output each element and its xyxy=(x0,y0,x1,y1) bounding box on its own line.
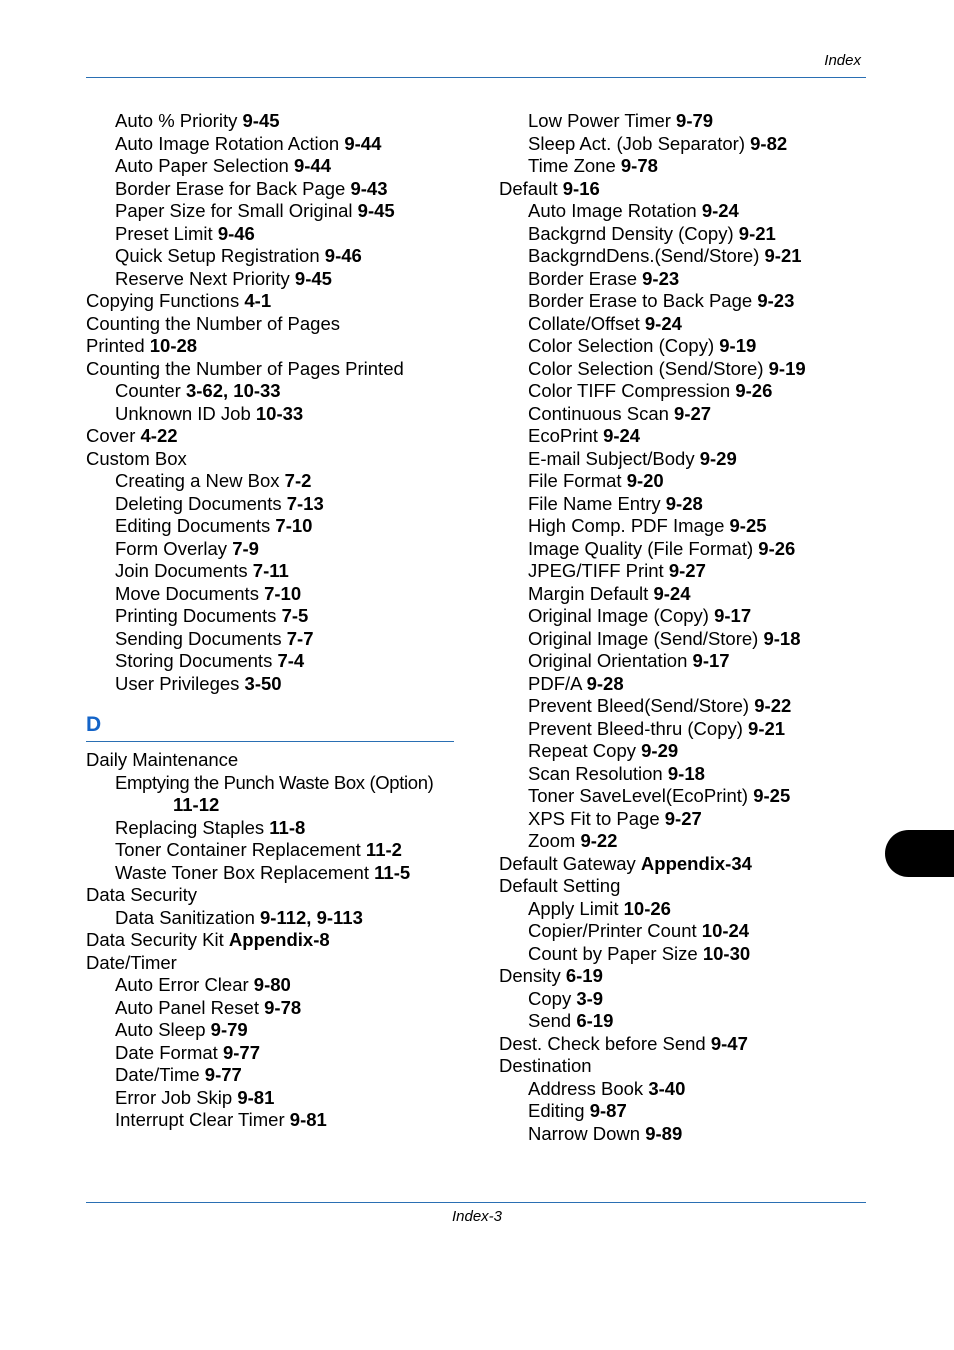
entry-term: Daily Maintenance xyxy=(86,749,239,770)
index-subentry xyxy=(86,974,458,997)
entry-term: Auto Paper Selection xyxy=(115,155,289,176)
page-reference: 9-21 xyxy=(738,222,776,244)
page-reference: 3-9 xyxy=(576,987,604,1009)
page-reference: 9-78 xyxy=(620,155,658,176)
header-rule xyxy=(86,77,866,78)
page-reference: 9-79 xyxy=(210,1019,248,1040)
index-subentry xyxy=(499,200,859,223)
page-reference: 9-22 xyxy=(580,830,618,851)
page-reference: 10-26 xyxy=(623,897,671,919)
page-reference: 9-27 xyxy=(668,560,706,581)
index-right-column xyxy=(499,110,859,1145)
page-reference: 9-26 xyxy=(758,537,796,559)
index-subentry xyxy=(499,1100,859,1123)
index-entry xyxy=(86,448,458,471)
index-subentry xyxy=(499,1123,859,1146)
index-subentry xyxy=(499,988,859,1011)
entry-term: Cover xyxy=(86,425,136,446)
entry-term: Counter xyxy=(115,380,181,401)
page-reference: 9-17 xyxy=(692,650,730,671)
page-reference: 9-44 xyxy=(293,155,331,176)
page-reference: 9-29 xyxy=(699,447,737,469)
entry-term: JPEG/TIFF Print xyxy=(528,560,664,581)
page-reference: Appendix-34 xyxy=(640,852,752,874)
entry-term: Address Book xyxy=(528,1077,644,1099)
index-subentry xyxy=(86,1042,458,1065)
entry-term: Sleep Act. (Job Separator) xyxy=(528,132,745,154)
index-subentry xyxy=(499,110,859,133)
index-subentry xyxy=(86,155,458,178)
page-reference: 7-11 xyxy=(252,560,289,581)
index-subentry xyxy=(499,448,859,471)
page-reference: 10-24 xyxy=(701,920,750,941)
index-entry xyxy=(86,358,458,381)
index-subentry xyxy=(86,839,458,862)
index-subentry xyxy=(499,223,859,246)
index-subentry xyxy=(499,718,859,741)
index-subentry xyxy=(86,133,458,156)
page-reference: 9-82 xyxy=(750,132,788,154)
page-number: Index-3 xyxy=(451,1208,503,1225)
entry-term: Prevent Bleed(Send/Store) xyxy=(528,695,750,716)
index-subentry xyxy=(499,560,859,583)
entry-term: BackgrndDens.(Send/Store) xyxy=(528,245,760,266)
page-reference: 9-24 xyxy=(603,425,641,446)
entry-term: Border Erase for Back Page xyxy=(115,177,346,199)
entry-term: EcoPrint xyxy=(528,425,598,446)
entry-term: Default Gateway xyxy=(499,852,636,874)
entry-term: Quick Setup Registration xyxy=(115,245,320,266)
page-reference: 4-1 xyxy=(244,290,272,311)
index-subentry xyxy=(499,538,859,561)
index-subentry xyxy=(499,425,859,448)
index-subentry xyxy=(86,110,458,133)
page-reference: 9-23 xyxy=(757,290,795,311)
index-subentry xyxy=(86,178,458,201)
index-subentry xyxy=(499,358,859,381)
entry-term: Low Power Timer xyxy=(528,110,671,131)
section-letter-d: D xyxy=(86,713,454,742)
entry-term: Join Documents xyxy=(115,560,248,581)
entry-term: Color Selection (Send/Store) xyxy=(528,357,764,379)
page-reference: 9-89 xyxy=(645,1122,683,1144)
index-entry xyxy=(499,853,859,876)
page-reference: 9-45 xyxy=(357,200,395,221)
page-reference: 3-50 xyxy=(244,672,282,694)
entry-term: Form Overlay xyxy=(115,537,228,559)
index-subentry xyxy=(499,920,859,943)
page-reference: 10-30 xyxy=(702,942,751,964)
page-reference: 9-19 xyxy=(719,335,757,356)
index-entry xyxy=(499,178,859,201)
index-subentry xyxy=(499,898,859,921)
entry-term: Margin Default xyxy=(528,582,649,604)
page-reference: 7-10 xyxy=(275,515,313,536)
entry-term: Printing Documents xyxy=(115,605,277,626)
index-subentry xyxy=(499,583,859,606)
entry-term: Editing Documents xyxy=(115,515,271,536)
entry-term: E-mail Subject/Body xyxy=(528,447,695,469)
entry-term: Emptying the Punch Waste Box (Option) xyxy=(115,771,434,793)
entry-term: Waste Toner Box Replacement xyxy=(115,861,369,883)
index-subentry xyxy=(86,245,458,268)
entry-term: Auto Image Rotation xyxy=(528,200,697,221)
entry-term: Printed xyxy=(86,335,145,356)
entry-term: Destination xyxy=(499,1055,592,1076)
index-entry xyxy=(499,965,859,988)
entry-term: File Format xyxy=(528,470,622,491)
entry-term: User Privileges xyxy=(115,672,240,694)
index-subentry xyxy=(86,1064,458,1087)
index-subentry xyxy=(86,650,458,673)
index-entry xyxy=(499,1055,859,1078)
entry-term: Sending Documents xyxy=(115,627,282,649)
entry-term: Prevent Bleed-thru (Copy) xyxy=(528,717,743,739)
index-entry xyxy=(86,313,458,336)
entry-term: Zoom xyxy=(528,830,576,851)
page-reference: 11-2 xyxy=(365,839,402,860)
page-reference: 7-7 xyxy=(286,627,314,649)
page-reference: 6-19 xyxy=(576,1010,614,1031)
entry-term: Custom Box xyxy=(86,447,187,469)
entry-term: Auto Image Rotation Action xyxy=(115,132,340,154)
entry-term: Copier/Printer Count xyxy=(528,920,697,941)
index-subentry xyxy=(499,290,859,313)
entry-term: Send xyxy=(528,1010,572,1031)
entry-term: Border Erase xyxy=(528,267,637,289)
entry-term: High Comp. PDF Image xyxy=(528,515,725,536)
entry-term: Date/Timer xyxy=(86,951,177,973)
page-reference: 9-16 xyxy=(562,177,600,199)
page-reference: 9-28 xyxy=(586,672,624,694)
page-reference: 9-24 xyxy=(653,582,691,604)
entry-term: Count by Paper Size xyxy=(528,942,698,964)
index-subentry xyxy=(86,515,458,538)
index-subentry xyxy=(86,403,458,426)
entry-term: PDF/A xyxy=(528,672,582,694)
entry-term: Auto % Priority xyxy=(115,110,238,131)
index-subentry xyxy=(499,133,859,156)
index-subentry xyxy=(499,470,859,493)
index-entry xyxy=(499,1033,859,1056)
page-reference: 9-27 xyxy=(664,807,702,829)
index-subentry xyxy=(499,245,859,268)
entry-term: Image Quality (File Format) xyxy=(528,537,754,559)
page-reference: 7-9 xyxy=(232,537,259,559)
page-reference: 9-80 xyxy=(253,974,291,995)
index-subentry xyxy=(86,583,458,606)
page-reference: 10-28 xyxy=(149,335,198,356)
index-subentry xyxy=(499,763,859,786)
index-subentry xyxy=(499,673,859,696)
page-reference: 9-21 xyxy=(748,717,786,739)
page-reference: 10-33 xyxy=(255,402,304,424)
page-reference: 4-22 xyxy=(140,425,178,446)
page-reference: 9-81 xyxy=(237,1086,275,1108)
index-subentry xyxy=(86,673,458,696)
page-reference: 7-4 xyxy=(277,650,305,671)
page-reference: 9-24 xyxy=(701,200,739,221)
page-reference: 9-23 xyxy=(642,267,680,289)
page-reference: 9-24 xyxy=(644,312,682,334)
index-subentry xyxy=(86,560,458,583)
index-subentry xyxy=(86,1109,458,1132)
index-subentry xyxy=(86,772,458,817)
page-reference: 9-81 xyxy=(289,1109,327,1130)
index-entry xyxy=(86,929,458,952)
page-reference: 9-17 xyxy=(714,605,752,626)
index-subentry xyxy=(499,628,859,651)
index-subentry xyxy=(86,1087,458,1110)
index-subentry xyxy=(499,943,859,966)
index-list-d xyxy=(86,749,458,1132)
entry-term: Move Documents xyxy=(115,582,259,604)
page-reference: 9-26 xyxy=(735,380,773,401)
index-entry xyxy=(86,884,458,907)
entry-term: Replacing Staples xyxy=(115,816,265,838)
entry-term: Auto Panel Reset xyxy=(115,996,259,1018)
index-left-column xyxy=(86,110,458,1132)
page-reference: 9-79 xyxy=(676,110,714,131)
index-entry xyxy=(86,335,458,358)
index-subentry xyxy=(499,740,859,763)
entry-term: Reserve Next Priority xyxy=(115,267,290,289)
index-subentry xyxy=(499,403,859,426)
entry-term: Time Zone xyxy=(528,155,616,176)
entry-term: Data Security Kit xyxy=(86,929,224,950)
entry-term: Dest. Check before Send xyxy=(499,1032,706,1054)
page-reference: 9-28 xyxy=(665,492,703,514)
entry-term: Unknown ID Job xyxy=(115,402,251,424)
index-entry xyxy=(86,290,458,313)
page-reference: 11-8 xyxy=(269,816,306,838)
index-list-right xyxy=(499,110,859,1145)
entry-term: Auto Sleep xyxy=(115,1019,206,1040)
entry-term: Original Orientation xyxy=(528,650,688,671)
index-subentry xyxy=(86,628,458,651)
index-entry xyxy=(499,875,859,898)
index-subentry xyxy=(86,538,458,561)
index-subentry xyxy=(499,268,859,291)
entry-term: Error Job Skip xyxy=(115,1086,233,1108)
page-reference: 9-27 xyxy=(674,402,712,424)
page-reference: 3-40 xyxy=(648,1077,686,1099)
index-entry xyxy=(86,749,458,772)
page-reference: 9-20 xyxy=(626,470,664,491)
index-subentry xyxy=(86,223,458,246)
entry-term: Data Security xyxy=(86,884,198,905)
page-reference: 9-46 xyxy=(217,222,255,244)
entry-term: Counting the Number of Pages Printed xyxy=(86,357,404,379)
page-reference: 9-43 xyxy=(350,177,388,199)
index-subentry xyxy=(86,200,458,223)
page-reference: 9-22 xyxy=(754,695,792,716)
entry-term: Preset Limit xyxy=(115,222,213,244)
page-reference: 7-10 xyxy=(264,582,302,604)
index-subentry xyxy=(499,380,859,403)
entry-term: Toner SaveLevel(EcoPrint) xyxy=(528,785,749,806)
index-subentry xyxy=(499,155,859,178)
index-subentry xyxy=(499,830,859,853)
page-reference: 9-87 xyxy=(589,1100,627,1121)
index-list-c xyxy=(86,110,458,695)
index-subentry xyxy=(499,785,859,808)
entry-term: Color Selection (Copy) xyxy=(528,335,715,356)
entry-term: Collate/Offset xyxy=(528,312,640,334)
page-reference: 9-18 xyxy=(763,627,801,649)
entry-term: Density xyxy=(499,965,561,986)
page-reference: 7-5 xyxy=(281,605,309,626)
entry-term: Apply Limit xyxy=(528,897,619,919)
entry-term: File Name Entry xyxy=(528,492,661,514)
entry-term: Continuous Scan xyxy=(528,402,669,424)
page-reference: 9-77 xyxy=(222,1041,260,1063)
page-reference: 7-2 xyxy=(284,470,312,491)
entry-term: Creating a New Box xyxy=(115,470,280,491)
chapter-thumb-tab xyxy=(885,830,954,877)
entry-term: Auto Error Clear xyxy=(115,974,249,995)
entry-term: Original Image (Send/Store) xyxy=(528,627,759,649)
entry-term: Backgrnd Density (Copy) xyxy=(528,222,734,244)
entry-term: Copy xyxy=(528,987,572,1009)
index-entry xyxy=(86,952,458,975)
entry-term: Default Setting xyxy=(499,875,621,896)
entry-term: Toner Container Replacement xyxy=(115,839,361,860)
index-subentry xyxy=(86,862,458,885)
index-subentry xyxy=(499,650,859,673)
page-reference: 9-18 xyxy=(667,762,705,784)
index-subentry xyxy=(499,695,859,718)
page-reference: 9-21 xyxy=(764,245,802,266)
entry-term: Date/Time xyxy=(115,1064,200,1085)
entry-term: Repeat Copy xyxy=(528,740,636,761)
index-subentry xyxy=(499,493,859,516)
page-reference: 9-19 xyxy=(768,357,806,379)
running-header: Index xyxy=(824,52,861,69)
entry-term: Color TIFF Compression xyxy=(528,380,731,401)
index-subentry xyxy=(86,605,458,628)
entry-term: Copying Functions xyxy=(86,290,240,311)
page-reference: 3-62, 10-33 xyxy=(185,380,281,401)
index-subentry xyxy=(86,817,458,840)
page-reference: 9-77 xyxy=(204,1064,242,1085)
index-subentry xyxy=(499,515,859,538)
entry-term: XPS Fit to Page xyxy=(528,807,660,829)
footer-rule xyxy=(86,1202,866,1203)
entry-term: Editing xyxy=(528,1100,585,1121)
page-reference: 9-46 xyxy=(324,245,362,266)
page-reference: 9-25 xyxy=(753,785,791,806)
entry-term: Deleting Documents xyxy=(115,492,282,514)
index-entry xyxy=(86,425,458,448)
entry-term: Date Format xyxy=(115,1041,218,1063)
entry-term: Original Image (Copy) xyxy=(528,605,709,626)
page-reference: 9-47 xyxy=(710,1032,748,1054)
entry-term: Border Erase to Back Page xyxy=(528,290,753,311)
entry-term: Interrupt Clear Timer xyxy=(115,1109,285,1130)
entry-term: Paper Size for Small Original xyxy=(115,200,353,221)
page-reference: Appendix-8 xyxy=(228,929,330,950)
page-reference: 6-19 xyxy=(565,965,603,986)
index-subentry xyxy=(86,997,458,1020)
page-reference: 9-112, 9-113 xyxy=(260,906,363,928)
index-subentry xyxy=(86,380,458,403)
page-reference: 11-5 xyxy=(374,861,411,883)
page-reference: 11-12 xyxy=(173,794,220,815)
entry-term: Storing Documents xyxy=(115,650,273,671)
index-subentry xyxy=(86,470,458,493)
index-subentry xyxy=(86,268,458,291)
index-subentry xyxy=(499,605,859,628)
entry-term: Data Sanitization xyxy=(115,906,255,928)
index-subentry xyxy=(499,808,859,831)
entry-term: Scan Resolution xyxy=(528,762,663,784)
entry-term: Default xyxy=(499,177,558,199)
index-subentry xyxy=(499,1010,859,1033)
index-subentry xyxy=(499,313,859,336)
page-reference: 9-29 xyxy=(641,740,679,761)
index-subentry xyxy=(86,1019,458,1042)
index-subentry xyxy=(499,1078,859,1101)
page-reference: 9-25 xyxy=(729,515,767,536)
page-reference: 9-78 xyxy=(264,996,302,1018)
page-reference: 9-45 xyxy=(242,110,280,131)
entry-term: Counting the Number of Pages xyxy=(86,312,341,334)
index-subentry xyxy=(86,907,458,930)
page-reference: 9-44 xyxy=(344,132,382,154)
page-reference: 9-45 xyxy=(294,267,332,289)
index-subentry xyxy=(499,335,859,358)
entry-term: Narrow Down xyxy=(528,1122,641,1144)
index-subentry xyxy=(86,493,458,516)
page-reference: 7-13 xyxy=(286,492,324,514)
